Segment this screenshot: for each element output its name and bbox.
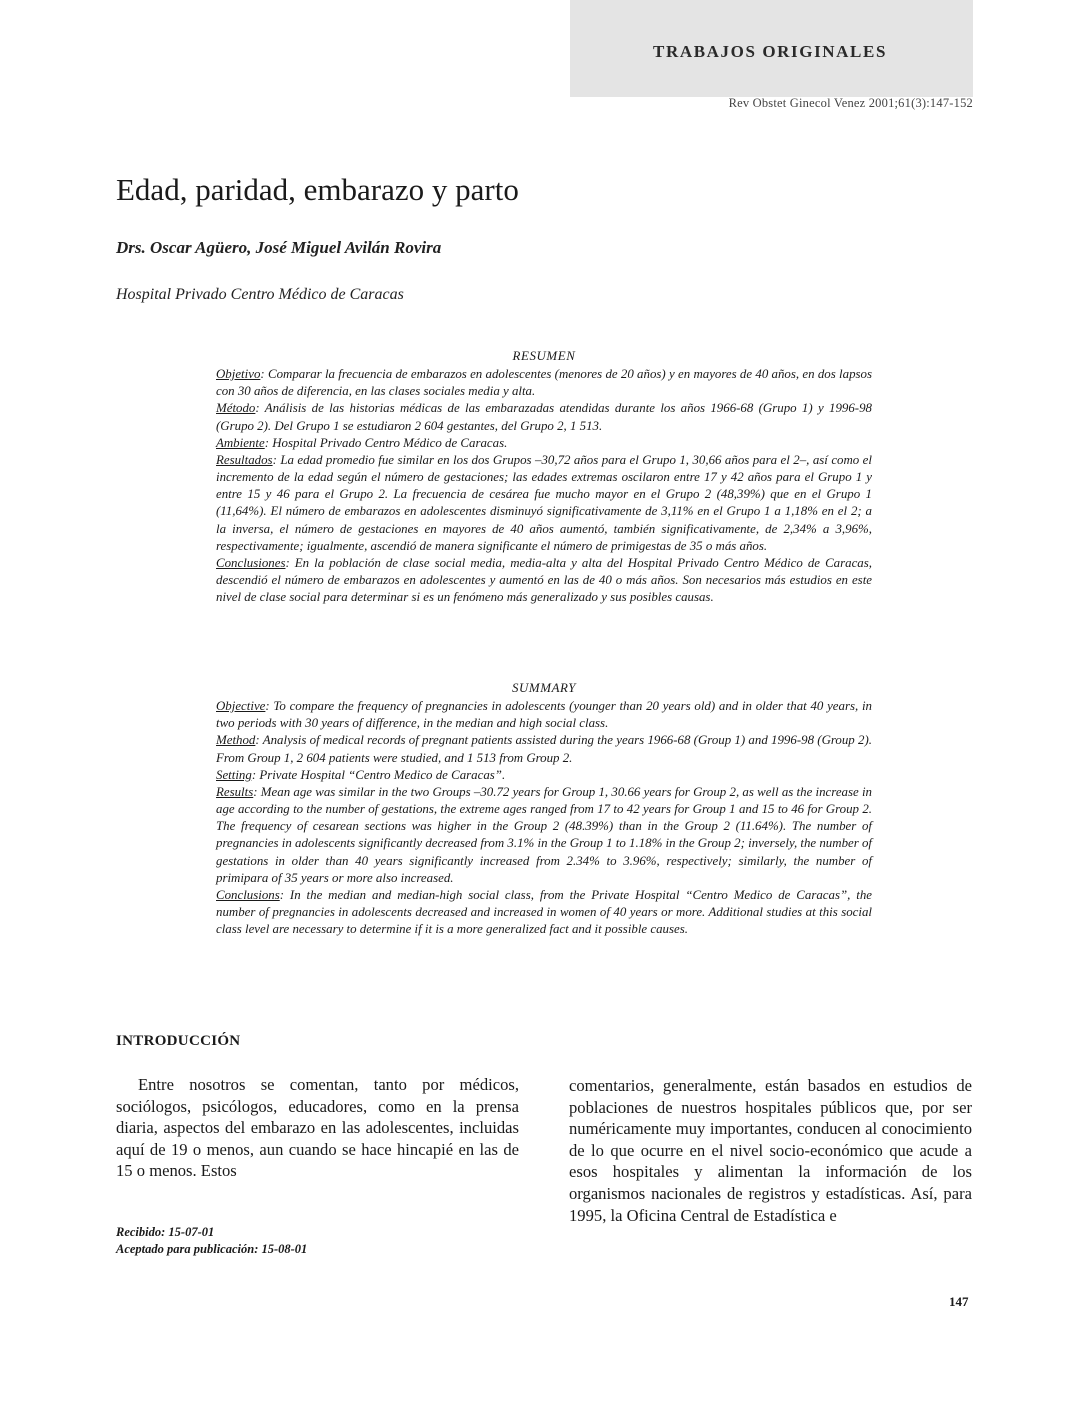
resumen-metodo-label: Método (216, 401, 256, 416)
resumen-objetivo (216, 366, 872, 400)
article-authors: Drs. Oscar Agüero, José Miguel Avilán Rovira (116, 238, 442, 257)
introduction-heading: INTRODUCCIÓN (116, 1033, 241, 1049)
body-column-left (116, 1074, 519, 1182)
received-dates (116, 1224, 307, 1258)
resumen-conclusiones-label: Conclusiones (216, 555, 286, 570)
summary-method-text: : Analysis of medical records of pregnant patients assisted during the years 1966-68 (Group 1) and 1996-98 (Group 2). From Group 1, 2 604 patients were studied, and 1 513 from Group 2. (216, 733, 872, 765)
summary-results (216, 784, 872, 887)
summary-heading: SUMMARY (511, 681, 577, 695)
article-affiliation: Hospital Privado Centro Médico de Caracas (116, 286, 404, 303)
summary-objective-label: Objective (216, 699, 266, 714)
summary-method (216, 732, 872, 766)
accepted-date: Aceptado para publicación: 15-08-01 (116, 1242, 308, 1256)
article-title: Edad, paridad, embarazo y parto (116, 172, 519, 207)
resumen-conclusiones (216, 555, 872, 606)
summary-objective (216, 698, 872, 732)
summary-results-text: : Mean age was similar in the two Groups –30.72 years for Group 1, 30.66 years for Group 2, as well as the increase in age according to the number of gestations, the extreme ages ranged from 17 to 42 years for Group 1 and 15 to 46 for Group 2. The frequency of cesarean sections was higher in the Group 2 (48.39%) than in the Group 2 (11.64%). The number of pregnancies in adolescents significantly decreased from 3.1% in the Group 1 to 1.18% in the Group 2; inversely, the number of gestations in older than 40 years significantly increased from 2.34% to 3.96%, respectively; similarly, the number of primipara of 35 years or more also increased. (216, 784, 872, 885)
resumen-ambiente (216, 435, 872, 452)
section-label: TRABAJOS ORIGINALES (653, 42, 887, 61)
summary-objective-text: : To compare the frequency of pregnancies in adolescents (younger than 20 years old) and in older that 40 years, in two periods with 30 years of difference, in the median and high social class. (216, 699, 872, 731)
summary-block (216, 680, 872, 938)
summary-setting-label: Setting (216, 767, 252, 782)
resumen-heading: RESUMEN (512, 349, 576, 363)
resumen-ambiente-text: : Hospital Privado Centro Médico de Caracas. (264, 435, 508, 450)
resumen-ambiente-label: Ambiente (216, 435, 265, 450)
summary-method-label: Method (216, 733, 256, 748)
resumen-resultados (216, 452, 872, 555)
resumen-metodo (216, 400, 872, 434)
summary-setting (216, 767, 872, 784)
body-column-right (569, 1075, 972, 1226)
resumen-objetivo-label: Objetivo (216, 367, 261, 382)
resumen-resultados-text: : La edad promedio fue similar en los dos Grupos –30,72 años para el Grupo 1, 30,66 años para el 2–, así como el incremento de la edad según el número de gestaciones; las edades extremas oscilaron entre 17 y 42 años para el Grupo 1 y entre 15 y 46 para el Grupo 2. La frecuencia de cesárea fue mucho mayor en el Grupo 2 (48,39%) que en el Grupo 1 (11,64%). El número de embarazos en adolescentes disminuyó significativamente de 3,11% en el Grupo 1 a 1,18% en el 2; a la inversa, el número de gestaciones en mayores de 40 años aumentó, también significativamente, de 2,34% a 3,96%, respectivamente; igualmente, ascendió de manera significante el número de primigestas de 35 o más años. (216, 452, 872, 553)
summary-conclusions (216, 887, 872, 938)
summary-results-label: Results (216, 784, 254, 799)
summary-conclusions-label: Conclusions (216, 887, 280, 902)
resumen-metodo-text: : Análisis de las historias médicas de las embarazadas atendidas durante los años 1966-68 (Grupo 1) y 1996-98 (Grupo 2). Del Grupo 1 se estudiaron 2 604 gestantes, del Grupo 2, 1 513. (216, 401, 872, 433)
received-date: Recibido: 15-07-01 (116, 1225, 215, 1239)
resumen-conclusiones-text: : En la población de clase social media, media-alta y alta del Hospital Privado Centro Médico de Caracas, descendió el número de embarazos en adolescentes y aumentó en las de 40 o más años. Son necesarios más estudios en este nivel de clase social para determinar si es un fenómeno más generalizado y sus posibles causas. (216, 555, 872, 605)
section-header-box (570, 0, 973, 97)
resumen-block (216, 348, 872, 606)
summary-setting-text: : Private Hospital “Centro Medico de Caracas”. (251, 767, 506, 782)
summary-conclusions-text: : In the median and median-high social class, from the Private Hospital “Centro Medico de Caracas”, the number of pregnancies in adolescents decreased and increased in women of 40 years or more. Additional studies at this social class level are necessary to determine if it is a more generalized fact and it possible causes. (216, 887, 872, 937)
journal-citation: Rev Obstet Ginecol Venez 2001;61(3):147-152 (728, 96, 973, 110)
body-paragraph: Entre nosotros se comentan, tanto por médicos, sociólogos, psicólogos, educadores, como en la prensa diaria, aspectos del embarazo en las adolescentes, incluidas aquí de 19 o menos, aun cuando se hace hincapié en las de 15 o menos. Estos (116, 1075, 519, 1181)
resumen-objetivo-text: : Comparar la frecuencia de embarazos en adolescentes (menores de 20 años) y en mayores de 40 años, en dos lapsos con 30 años de diferencia, en las clases sociales media y alta. (216, 367, 872, 399)
body-paragraph: comentarios, generalmente, están basados en estudios de poblaciones de nuestros hospitales públicos que, por ser numéricamente muy importantes, conducen al conocimiento de lo que ocurre en el nivel socio-económico que acude a esos hospitales y alimentan la información de los organismos nacionales de registros y estadísticas. Así, para 1995, la Oficina Central de Estadística e (569, 1076, 972, 1225)
page-number: 147 (949, 1294, 969, 1309)
resumen-resultados-label: Resultados (216, 452, 273, 467)
